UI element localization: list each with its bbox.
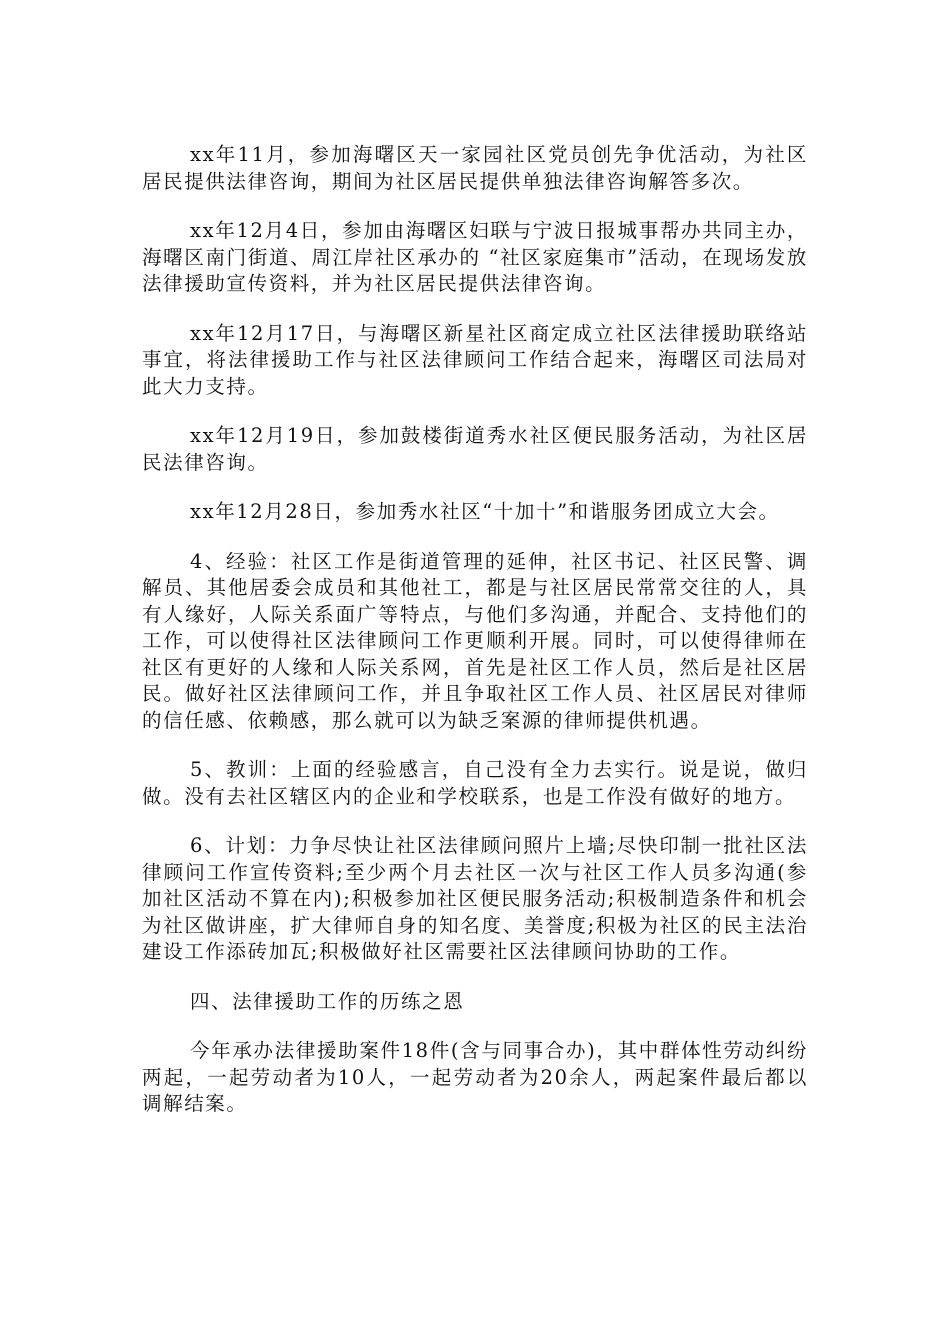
paragraph-lessons: 5、教训：上面的经验感言，自己没有全力去实行。说是说，做归做。没有去社区辖区内的企业和学校联系，也是工作没有做好的地方。	[142, 758, 808, 808]
paragraph-activity-dec-28: xx年12月28日，参加秀水社区“十加十”和谐服务团成立大会。	[190, 500, 780, 523]
paragraph-activity-dec-4: xx年12月4日，参加由海曙区妇联与宁波日报城事帮办共同主办，海曙区南门街道、周江岸社区承办的 “社区家庭集市”活动，在现场发放法律援助宣传资料，并为社区居民提供法律咨询。	[142, 219, 808, 295]
paragraph-legal-aid-cases: 今年承办法律援助案件18件(含与同事合办)，其中群体性劳动纠纷两起，一起劳动者为10人，一起劳动者为20余人，两起案件最后都以调解结案。	[142, 1039, 808, 1115]
document-body	[142, 142, 808, 1141]
paragraph-experience: 4、经验：社区工作是街道管理的延伸，社区书记、社区民警、调解员、其他居委会成员和其他社工，都是与社区居民常常交往的人，具有人缘好，人际关系面广等特点，与他们多沟通，并配合、支持他们的工作，可以使得社区法律顾问工作更顺利开展。同时，可以使得律师在社区有更好的人缘和人际关系网，首先是社区工作人员，然后是社区居民。做好社区法律顾问工作，并且争取社区工作人员、社区居民对律师的信任感、依赖感，那么就可以为缺乏案源的律师提供机遇。	[142, 549, 808, 732]
paragraph-activity-nov: xx年11月，参加海曙区天一家园社区党员创先争优活动，为社区居民提供法律咨询，期间为社区居民提供单独法律咨询解答多次。	[142, 143, 808, 193]
paragraph-plan: 6、计划：力争尽快让社区法律顾问照片上墙;尽快印制一批社区法律顾问工作宣传资料;至少两个月去社区一次与社区工作人员多沟通(参加社区活动不算在内);积极参加社区便民服务活动;积极制造条件和机会为社区做讲座，扩大律师自身的知名度、美誉度;积极为社区的民主法治建设工作添砖加瓦;积极做好社区需要社区法律顾问协助的工作。	[142, 834, 808, 963]
section-heading: 四、法律援助工作的历练之恩	[190, 989, 465, 1013]
paragraph-activity-dec-19: xx年12月19日，参加鼓楼街道秀水社区便民服务活动，为社区居民法律咨询。	[142, 424, 808, 474]
paragraph-activity-dec-17: xx年12月17日，与海曙区新星社区商定成立社区法律援助联络站事宜，将法律援助工作与社区法律顾问工作结合起来，海曙区司法局对此大力支持。	[142, 321, 808, 398]
